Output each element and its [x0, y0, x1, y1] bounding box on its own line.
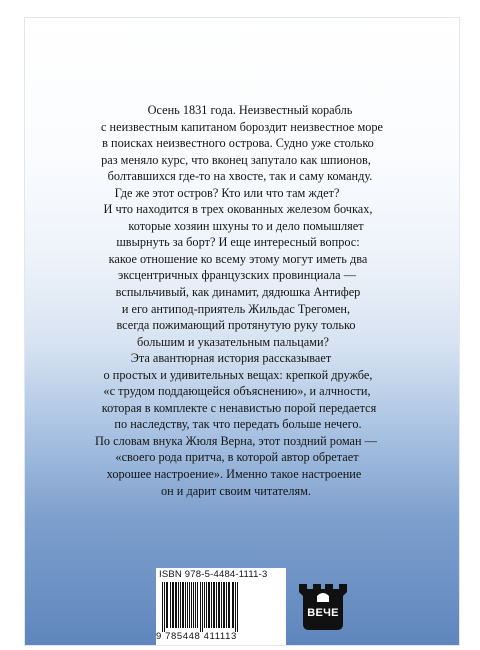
barcode-bar	[185, 582, 186, 628]
barcode-bar	[172, 582, 174, 628]
barcode-bar	[180, 582, 181, 628]
blurb-line: болтавшихся где-то на хвосте, так и саму команду.	[107, 169, 373, 184]
barcode-digits: 9 785448 411113	[156, 631, 237, 642]
barcode-bar	[164, 582, 165, 632]
blurb-line: швырнуть за борт? И еще интересный вопрос:	[116, 235, 360, 250]
barcode-bar	[228, 582, 230, 628]
blurb-line: Где же этот остров? Кто или что там ждет?	[114, 185, 340, 200]
blurb-line: в поисках неизвестного острова. Судно уже столько	[102, 136, 374, 151]
barcode-bar	[223, 582, 225, 628]
barcode-bar	[202, 582, 203, 632]
barcode-bar	[232, 582, 234, 628]
blurb-line: Осень 1831 года. Неизвестный корабль	[147, 103, 353, 117]
barcode-label	[156, 568, 286, 645]
barcode-bar	[216, 582, 217, 628]
barcode-bar	[213, 582, 215, 628]
barcode-bar	[206, 582, 207, 628]
barcode-bar	[237, 582, 238, 632]
barcode-bar	[166, 582, 168, 628]
blurb-line: он и дарит своим читателям.	[160, 483, 312, 498]
barcode-bar	[189, 582, 190, 628]
blurb-line: хорошее настроение». Именно такое настроение	[106, 467, 362, 482]
blurb-text	[25, 102, 459, 499]
barcode-bars	[162, 582, 280, 632]
blurb-line: о простых и удивительных вещах: крепкой дружбе,	[103, 367, 373, 382]
blurb-line: По словам внука Жюля Верна, этот поздний роман —	[95, 433, 377, 448]
blurb-line: всегда пожимающий протянутую руку только	[116, 318, 356, 333]
blurb-line: которая в комплекте с ненавистью порой передается	[101, 400, 377, 415]
barcode-bar	[204, 582, 205, 628]
blurb-line: «своего рода притча, в которой автор обретает	[115, 450, 359, 465]
barcode-bar	[226, 582, 227, 628]
back-cover	[25, 18, 459, 645]
blurb-line: которые хозяин шхуны то и дело помышляет	[128, 218, 364, 233]
blurb-line: какое отношение ко всему этому могут иметь два	[108, 251, 368, 266]
barcode-bar	[170, 582, 171, 628]
barcode-bar	[218, 582, 220, 628]
barcode-bar	[182, 582, 184, 628]
blurb-line: большим и указательным пальцами?	[137, 334, 329, 349]
barcode-bar	[175, 582, 177, 628]
blurb-line: вспыльчивый, как динамит, дядюшка Антифер	[115, 285, 361, 300]
barcode-bar	[187, 582, 188, 628]
isbn-number: ISBN 978-5-4484-1111-3	[159, 569, 268, 580]
blurb-line: «с трудом поддающейся объяснению», и алчности,	[103, 384, 371, 399]
barcode-bar	[197, 582, 198, 628]
blurb-line: с неизвестным капитаном бороздит неизвестное море	[101, 119, 383, 134]
barcode-bar	[162, 582, 163, 632]
barcode-bar	[200, 582, 201, 632]
blurb-line: раз меняло курс, что вконец запутало как шпионов,	[101, 152, 371, 167]
publisher-logo	[295, 582, 351, 639]
blurb-line: эксцентричных французских провинциала —	[117, 268, 357, 283]
blurb-line: и его антипод-приятель Жильдас Трегомен,	[121, 301, 351, 316]
barcode-bar	[235, 582, 236, 632]
barcode-bar	[191, 582, 192, 628]
barcode-bar	[195, 582, 196, 628]
barcode-bar	[208, 582, 210, 628]
publisher-name: ВЕЧЕ	[307, 607, 339, 619]
blurb-line: Эта авантюрная история рассказывает	[130, 351, 332, 366]
barcode-bar	[178, 582, 179, 628]
blurb-line: И что находится в трех окованных железом бочках,	[103, 202, 373, 217]
barcode-bar	[211, 582, 212, 628]
blurb-line: по наследству, так что передать больше нечего.	[114, 417, 362, 432]
barcode-bar	[221, 582, 222, 628]
barcode-bar	[193, 582, 194, 628]
